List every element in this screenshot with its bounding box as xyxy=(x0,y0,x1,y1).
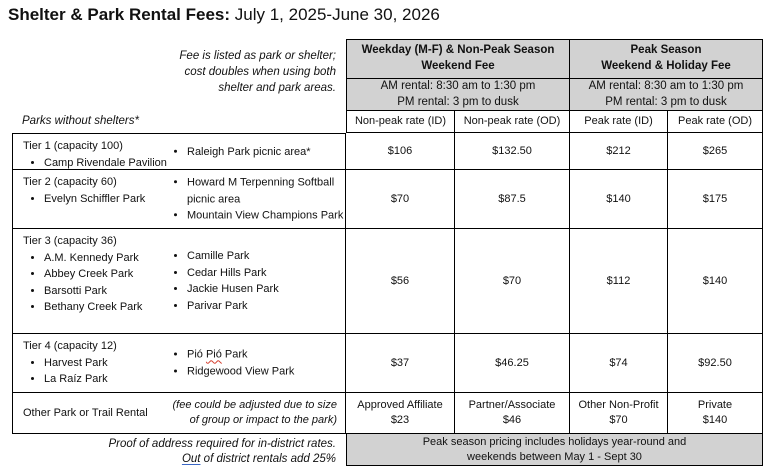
tier1-parks-cell xyxy=(12,133,346,170)
header-group-peak-line1: Peak Season xyxy=(630,44,702,57)
tier3-fee-peak-id: $112 xyxy=(570,229,668,334)
tier2-fee-peak-od: $175 xyxy=(668,170,763,229)
tier3-label: Tier 3 (capacity 36) xyxy=(23,235,117,247)
tier4-park-list-b-wrap xyxy=(171,347,347,380)
other-fee-approved-affiliate xyxy=(346,393,455,434)
header-group-nonpeak-line1: Weekday (M-F) & Non-Peak Season xyxy=(361,44,555,57)
park-list-item: • Jackie Husen Park xyxy=(187,281,347,298)
park-list-item: • A.M. Kennedy Park xyxy=(44,250,337,267)
rental-times-peak xyxy=(570,79,763,111)
tier4-label: Tier 4 (capacity 12) xyxy=(23,340,117,352)
tier3-fee-nonpeak-od: $70 xyxy=(455,229,570,334)
tier2-fee-nonpeak-od: $87.5 xyxy=(455,170,570,229)
fees-table xyxy=(12,39,763,466)
proof-of-address-line2-rest: of district rentals add 25% xyxy=(200,452,336,465)
other-fee-category: Private xyxy=(697,398,733,411)
other-rental-cell xyxy=(12,393,346,434)
park-list-item: • Harvest Park xyxy=(44,355,337,372)
other-rental-note xyxy=(151,398,337,429)
other-rental-note-line1: (fee could be adjusted due to size xyxy=(172,398,337,411)
tier2-fee-nonpeak-id: $70 xyxy=(346,170,455,229)
tier2-park-list-b-wrap xyxy=(171,174,347,224)
fee-listing-note-line3: shelter and park areas. xyxy=(218,82,336,95)
tier3-parks-cell xyxy=(12,229,346,334)
park-list-item: • La Raíz Park xyxy=(44,371,337,388)
other-fee-partner-associate xyxy=(455,393,570,434)
tier1-fee-nonpeak-id: $106 xyxy=(346,133,455,170)
park-list-item: • Barsotti Park xyxy=(44,283,337,300)
park-list-item: • Ridgewood View Park xyxy=(187,363,347,380)
page-title xyxy=(8,5,440,25)
peak-season-pricing-line1: Peak season pricing includes holidays year-round and xyxy=(422,435,687,448)
tier2-parks-cell xyxy=(12,170,346,229)
park-list-item: • Camille Park xyxy=(187,248,347,265)
tier3-park-list-b xyxy=(171,248,347,314)
proof-of-address-line1: Proof of address required for in-district rates. xyxy=(108,438,336,450)
tier2-park-list-b xyxy=(171,174,347,224)
rental-times-peak-am: AM rental: 8:30 am to 1:30 pm xyxy=(588,79,744,92)
subcol-header-nonpeak-od: Non-peak rate (OD) xyxy=(455,111,570,133)
park-name-segment: Pió xyxy=(187,348,206,361)
spellcheck-underlined-word: Pió xyxy=(205,348,222,361)
fee-listing-note-line2: cost doubles when using both xyxy=(184,66,336,79)
page-title-lead: Shelter & Park Rental Fees: xyxy=(8,5,231,24)
tier4-park-list-b xyxy=(171,347,347,380)
proof-of-address-line2 xyxy=(12,452,336,467)
subcol-header-nonpeak-id: Non-peak rate (ID) xyxy=(346,111,455,133)
fee-listing-note xyxy=(12,39,346,111)
header-group-peak xyxy=(570,39,763,79)
park-list-item: • Evelyn Schiffler Park xyxy=(44,191,337,208)
page-title-dates: July 1, 2025-June 30, 2026 xyxy=(230,5,440,24)
tier4-fee-nonpeak-id: $37 xyxy=(346,334,455,393)
tier2-label: Tier 2 (capacity 60) xyxy=(23,176,117,188)
tier1-fee-peak-od: $265 xyxy=(668,133,763,170)
other-fee-value: $70 xyxy=(609,414,628,426)
other-fee-category: Other Non-Profit xyxy=(578,398,659,411)
park-list-item: • Abbey Creek Park xyxy=(44,266,337,283)
tier3-fee-nonpeak-id: $56 xyxy=(346,229,455,334)
fee-listing-note-line1: Fee is listed as park or shelter; xyxy=(179,50,336,62)
tier4-fee-nonpeak-od: $46.25 xyxy=(455,334,570,393)
subcol-header-peak-od: Peak rate (OD) xyxy=(668,111,763,133)
other-fee-value: $46 xyxy=(502,414,522,426)
park-list-item xyxy=(187,347,347,364)
park-list-item: • Cedar Hills Park xyxy=(187,265,347,282)
out-underlined-word: Out xyxy=(181,452,201,465)
other-fee-category: Partner/Associate xyxy=(468,398,556,411)
tier2-fee-peak-id: $140 xyxy=(570,170,668,229)
tier3-fee-peak-od: $140 xyxy=(668,229,763,334)
tier1-park-list-b xyxy=(171,143,347,160)
tier4-parks-cell xyxy=(12,334,346,393)
other-fee-private xyxy=(668,393,763,434)
rental-times-peak-pm: PM rental: 3 pm to dusk xyxy=(605,95,727,108)
park-list-item: • Bethany Creek Park xyxy=(44,299,337,316)
header-group-peak-line2: Weekend & Holiday Fee xyxy=(601,60,731,72)
parks-without-shelters-label: Parks without shelters* xyxy=(22,115,139,128)
rental-times-nonpeak-pm: PM rental: 3 pm to dusk xyxy=(397,95,519,108)
tier1-fee-nonpeak-od: $132.50 xyxy=(455,133,570,170)
header-group-nonpeak-line2: Weekend Fee xyxy=(421,60,495,72)
park-list-item: • Howard M Terpenning Softball picnic area xyxy=(187,174,347,207)
park-list-item: • Parivar Park xyxy=(187,298,347,315)
other-fee-other-non-profit xyxy=(570,393,668,434)
other-rental-note-line2: of group or impact to the park) xyxy=(189,414,337,426)
proof-of-address-note xyxy=(12,434,346,466)
tier4-fee-peak-id: $74 xyxy=(570,334,668,393)
other-fee-value: $23 xyxy=(390,414,410,426)
tier1-label: Tier 1 (capacity 100) xyxy=(23,140,123,152)
peak-season-pricing-note xyxy=(346,434,763,466)
park-list-item: • Raleigh Park picnic area* xyxy=(187,143,347,160)
tier1-fee-peak-id: $212 xyxy=(570,133,668,170)
subcol-header-peak-id: Peak rate (ID) xyxy=(570,111,668,133)
rental-times-nonpeak xyxy=(346,79,570,111)
other-rental-label: Other Park or Trail Rental xyxy=(23,406,148,419)
park-list-item: • Mountain View Champions Park xyxy=(187,207,347,224)
other-fee-value: $140 xyxy=(702,414,728,426)
tier1-park-list-b-wrap xyxy=(171,143,347,160)
header-group-nonpeak xyxy=(346,39,570,79)
park-name-segment: Park xyxy=(221,348,248,361)
park-list-item: • Camp Rivendale Pavilion xyxy=(44,155,337,172)
tier4-fee-peak-od: $92.50 xyxy=(668,334,763,393)
rental-times-nonpeak-am: AM rental: 8:30 am to 1:30 pm xyxy=(380,79,536,92)
peak-season-pricing-line2: weekends between May 1 - Sept 30 xyxy=(467,450,642,463)
tier3-park-list-b-wrap xyxy=(171,248,347,314)
other-fee-category: Approved Affiliate xyxy=(357,398,443,411)
